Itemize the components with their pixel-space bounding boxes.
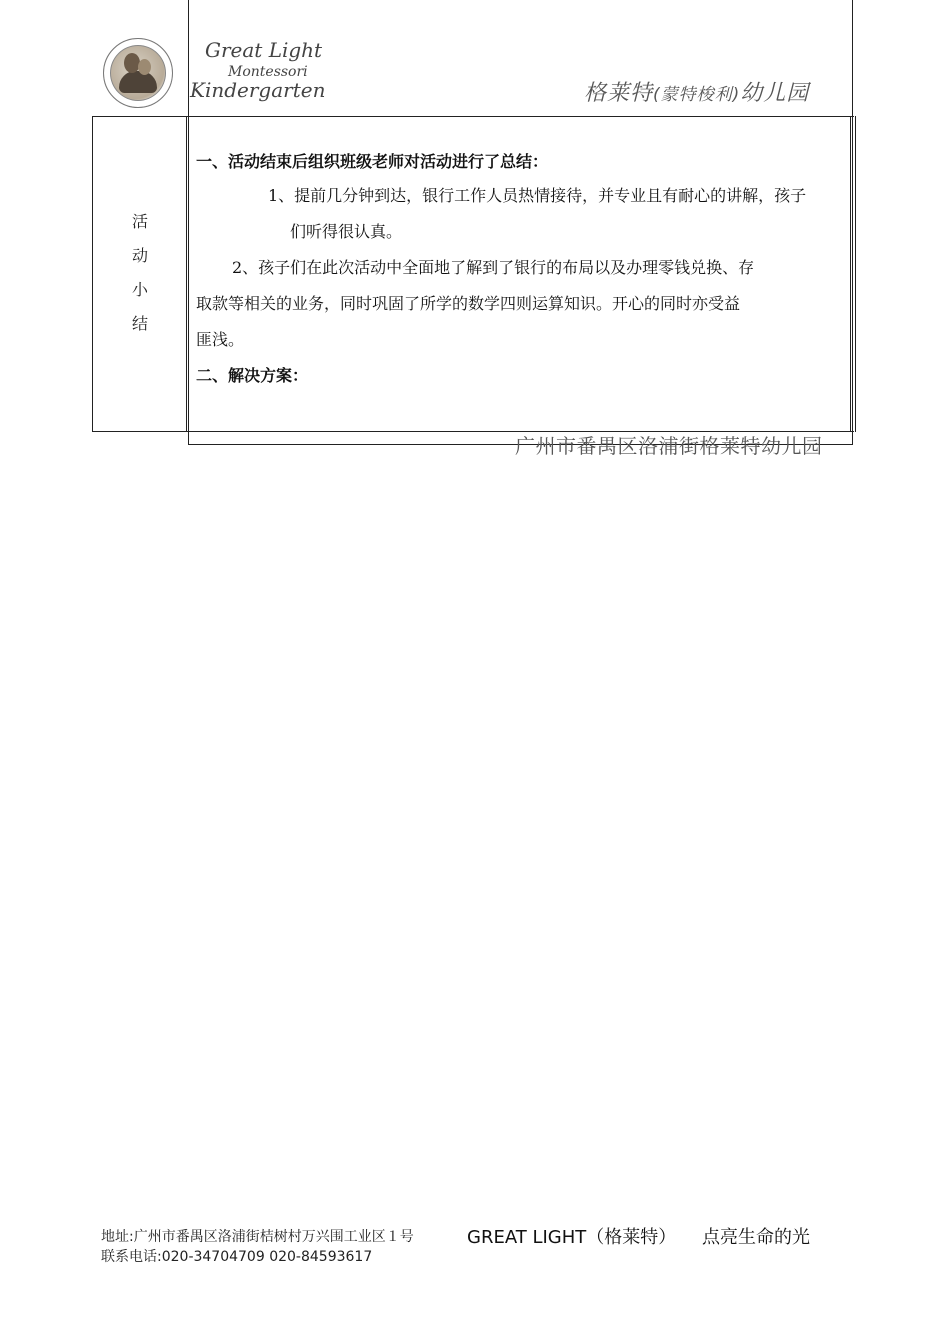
summary-paragraph-2 (196, 250, 846, 358)
brand-cn-main: 格莱特 (584, 81, 654, 106)
table-left-border (92, 116, 93, 432)
summary-heading-1: 一、活动结束后组织班级老师对活动进行了总结： (196, 152, 549, 171)
footer-slogan-text: 点亮生命的光 (702, 1227, 810, 1248)
row-label-char: 活 (131, 212, 148, 231)
para2-line2: 取款等相关的业务，同时巩固了所学的数学四则运算知识。开心的同时亦受益 (196, 294, 741, 313)
summary-paragraph-1 (196, 178, 806, 250)
footer-address: 地址:广州市番禺区洛浦街桔树村万兴围工业区１号 (101, 1229, 414, 1245)
footer-slogan-brand: GREAT LIGHT（格莱特） (467, 1227, 677, 1248)
para1-line2: 们听得很认真。 (290, 222, 403, 241)
para2-line1: 2、孩子们在此次活动中全面地了解到了银行的布局以及办理零钱兑换、存 (232, 258, 755, 277)
header-divider-left (188, 0, 189, 445)
row-label-activity-summary (120, 205, 160, 341)
brand-cn (584, 76, 809, 107)
header-divider-right (852, 0, 853, 445)
para2-line3: 匪浅。 (196, 330, 245, 349)
table-right-border-inner (850, 116, 851, 432)
brand-en-line2: Montessori (228, 64, 308, 80)
summary-heading-2: 二、解决方案： (196, 366, 309, 385)
brand-en-line1: Great Light (205, 38, 323, 62)
brand-cn-sub: (蒙特梭利) (653, 85, 741, 105)
table-top-border (92, 116, 854, 117)
brand-en-line3: Kindergarten (190, 78, 326, 102)
brand-cn-tail: 幼儿园 (740, 81, 810, 106)
para1-line1: 1、提前几分钟到达，银行工作人员热情接待，并专业且有耐心的讲解，孩子 (268, 186, 807, 205)
row-label-char: 动 (131, 246, 148, 265)
table-col-divider (186, 116, 187, 432)
montessori-logo-icon (103, 38, 173, 108)
row-label-char: 结 (131, 314, 148, 333)
footer-phone: 联系电话:020-34704709 020-84593617 (101, 1249, 373, 1265)
table-right-border (855, 116, 856, 432)
school-name: 广州市番禺区洛浦街格莱特幼儿园 (515, 434, 823, 458)
row-label-char: 小 (131, 280, 148, 299)
